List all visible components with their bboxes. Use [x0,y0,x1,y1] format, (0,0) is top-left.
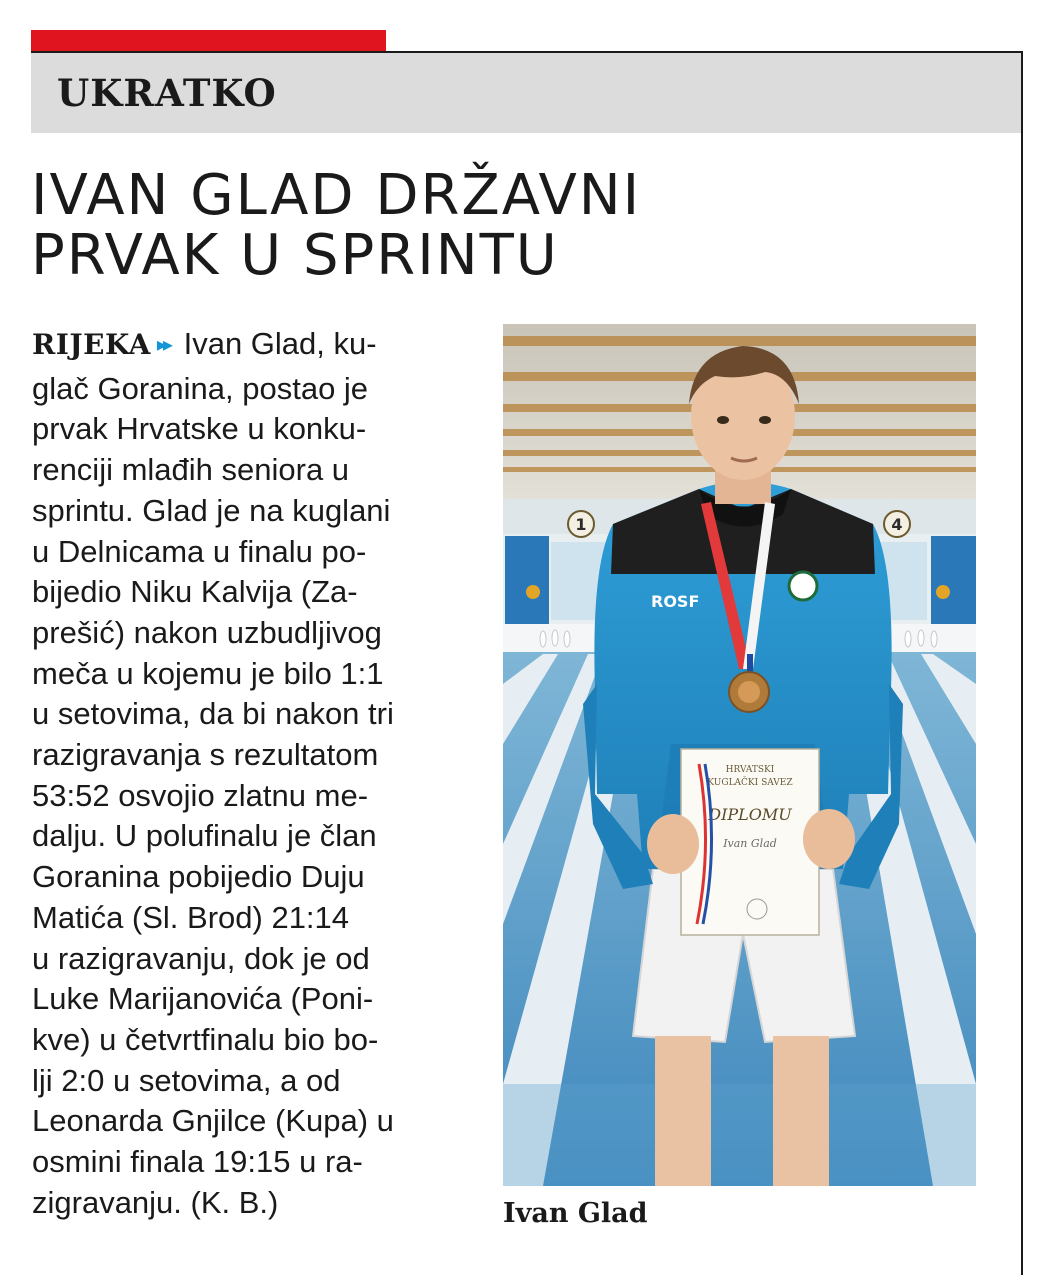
body-line-text: Ivan Glad, ku- [183,326,377,361]
body-line: dalju. U polufinalu je član [32,818,377,854]
dateline: RIJEKA [32,328,151,361]
body-line: Goranina pobijedio Duju [32,859,365,895]
dateline-arrows-icon: ▸▸ [156,334,169,356]
body-line: meča u kojemu je bilo 1:1 [32,655,384,691]
body-line: u razigravanju, dok je od [32,940,370,976]
body-line: razigravanja s rezultatom [32,737,379,773]
section-accent-bar [31,30,386,52]
article-photo [503,324,976,1186]
body-line: Matića (Sl. Brod) 21:14 [32,899,350,935]
body-line: sprintu. Glad je na kuglani [32,492,391,528]
diploma-org-line2: KUGLAČKI SAVEZ [707,778,793,788]
body-line: lji 2:0 u setovima, a od [32,1062,341,1098]
body-line: u Delnicama u finalu po- [32,533,367,569]
lane-number: 1 [575,515,587,534]
right-column-rule [1021,51,1023,1275]
section-label: UKRATKO [57,71,277,115]
body-line: u setovima, da bi nakon tri [32,696,394,732]
article-body [32,324,472,1223]
body-line: kve) u četvrtfinalu bio bo- [32,1021,379,1057]
body-line: Luke Marijanovića (Poni- [32,981,374,1017]
headline-line: PRVAK U SPRINTU [31,223,559,288]
body-line: renciji mlađih seniora u [32,452,350,488]
article-headline [31,163,791,288]
body-line: Leonarda Gnjilce (Kupa) u [32,1103,394,1139]
lane-number: 4 [891,515,903,534]
diploma-title: DIPLOMU [708,805,792,824]
body-line: prvak Hrvatske u konku- [32,411,367,447]
diploma-name: Ivan Glad [723,837,777,850]
diploma-org-line1: HRVATSKI [725,765,775,775]
body-line: prešić) nakon uzbudljivog [32,614,382,650]
body-line: zigravanju. (K. B.) [32,1184,279,1220]
body-line: bijedio Niku Kalvija (Za- [32,574,358,610]
headline-line: IVAN GLAD DRŽAVNI [31,163,642,228]
photo-caption: Ivan Glad [503,1198,648,1229]
body-line [32,324,472,369]
jersey-text: ROSF [651,592,700,611]
body-line: 53:52 osvojio zlatnu me- [32,777,369,813]
section-header [31,53,1021,133]
body-line: glač Goranina, postao je [32,370,369,406]
photo-illustration [503,324,976,1186]
body-line: osmini finala 19:15 u ra- [32,1144,363,1180]
